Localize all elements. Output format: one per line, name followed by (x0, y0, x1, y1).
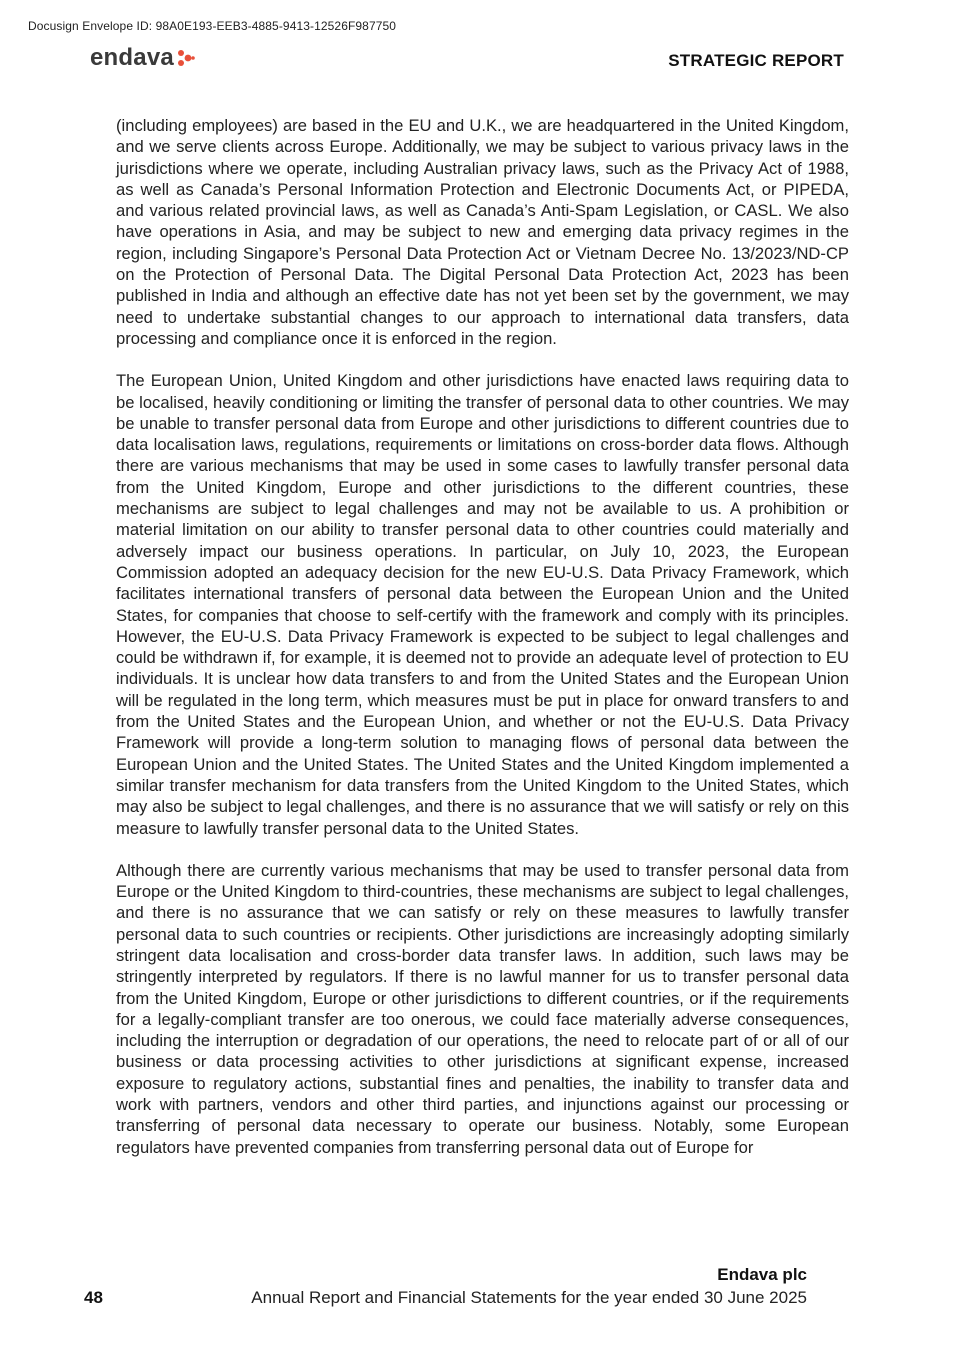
footer-company-name: Endava plc (717, 1265, 807, 1284)
endava-logo-mark-icon (177, 47, 195, 69)
paragraph-3: Although there are currently various mechanisms that may be used to transfer personal data from Europe or the United Kingdom to third-countries, these mechanisms are subject to legal challenges, and there is no assurance that we can satisfy or rely on these measures to lawfully transfer personal data to such countries or recipients. Other jurisdictions are increasingly adopting similarly stringent data localisation and cross-border data transfer laws. In addition, such laws may be stringently interpreted by regulators. If there is no lawful manner for us to transfer personal data from the United Kingdom, Europe or other jurisdictions to different countries, or if the requirements for a legally-compliant transfer are too onerous, we could face materially adverse consequences, including the interruption or degradation of our operations, the need to relocate part of or all of our business or data processing activities to other jurisdictions at significant expense, increased exposure to regulatory actions, substantial fines and penalties, the inability to transfer data and work with partners, vendors and other third parties, and injunctions against our processing or transferring of personal data necessary to operate our business. Notably, some European regulators have prevented companies from transferring personal data out of Europe for (116, 860, 849, 1157)
endava-logo (90, 44, 195, 72)
body-text (116, 115, 849, 1179)
docusign-envelope-id: Docusign Envelope ID: 98A0E193-EEB3-4885-9413-12526F987750 (28, 19, 397, 33)
section-title: STRATEGIC REPORT (668, 51, 844, 70)
paragraph-2: The European Union, United Kingdom and other jurisdictions have enacted laws requiring data to be localised, heavily conditioning or limiting the transfer of personal data to other countries. We may be unable to transfer personal data from Europe and other jurisdictions to different countries due to data localisation laws, regulations, requirements or limitations on cross-border data flows. Although there are various mechanisms that may be used in some cases to lawfully transfer personal data from the United Kingdom, Europe and other jurisdictions to the different countries, these mechanisms are subject to legal challenges and may not be available to us. A prohibition or material limitation on our ability to transfer personal data to other countries could materially and adversely impact our business operations. In particular, on July 10, 2023, the European Commission adopted an adequacy decision for the new EU-U.S. Data Privacy Framework, which facilitates international transfers of personal data between the European Union and the United States, for companies that choose to self-certify with the framework and comply with its principles. However, the EU-U.S. Data Privacy Framework is expected to be subject to legal challenges and could be withdrawn if, for example, it is deemed not to provide an adequate level of protection to EU individuals. It is unclear how data transfers to and from the United States and the European Union will be regulated in the long term, which measures must be put in place for onward transfers to and from the United States and the European Union, and whether or not the EU-U.S. Data Privacy Framework will provide a long-term solution to managing flows of personal data between the European Union and the United States. The United States and the United Kingdom implemented a similar transfer mechanism for data transfers from the United Kingdom to the United States, which may also be subject to legal challenges, and there is no assurance that we will satisfy or rely on this measure to lawfully transfer personal data to the United States. (116, 371, 849, 838)
footer-report-title: Annual Report and Financial Statements for the year ended 30 June 2025 (251, 1288, 807, 1307)
logo-text: endava (90, 44, 174, 71)
paragraph-1: (including employees) are based in the EU and U.K., we are headquartered in the United Kingdom, and we serve clients across Europe. Additionally, we may be subject to various privacy laws in the jurisdictions where we operate, including Australian privacy laws, such as the Privacy Act of 1988, as well as Canada’s Personal Information Protection and Electronic Documents Act, or PIPEDA, and various related provincial laws, as well as Canada’s Anti-Spam Legislation, or CASL. We also have operations in Asia, and may be subject to new and emerging data privacy regimes in the region, including Singapore’s Personal Data Protection Act or Vietnam Decree No. 13/2023/ND-CP on the Protection of Personal Data. The Digital Personal Data Protection Act, 2023 has been published in India and although an effective date has not yet been set by the government, we may need to undertake substantial changes to our approach to international data transfers, data processing and compliance once it is enforced in the region. (116, 116, 849, 348)
page-number: 48 (84, 1288, 103, 1307)
